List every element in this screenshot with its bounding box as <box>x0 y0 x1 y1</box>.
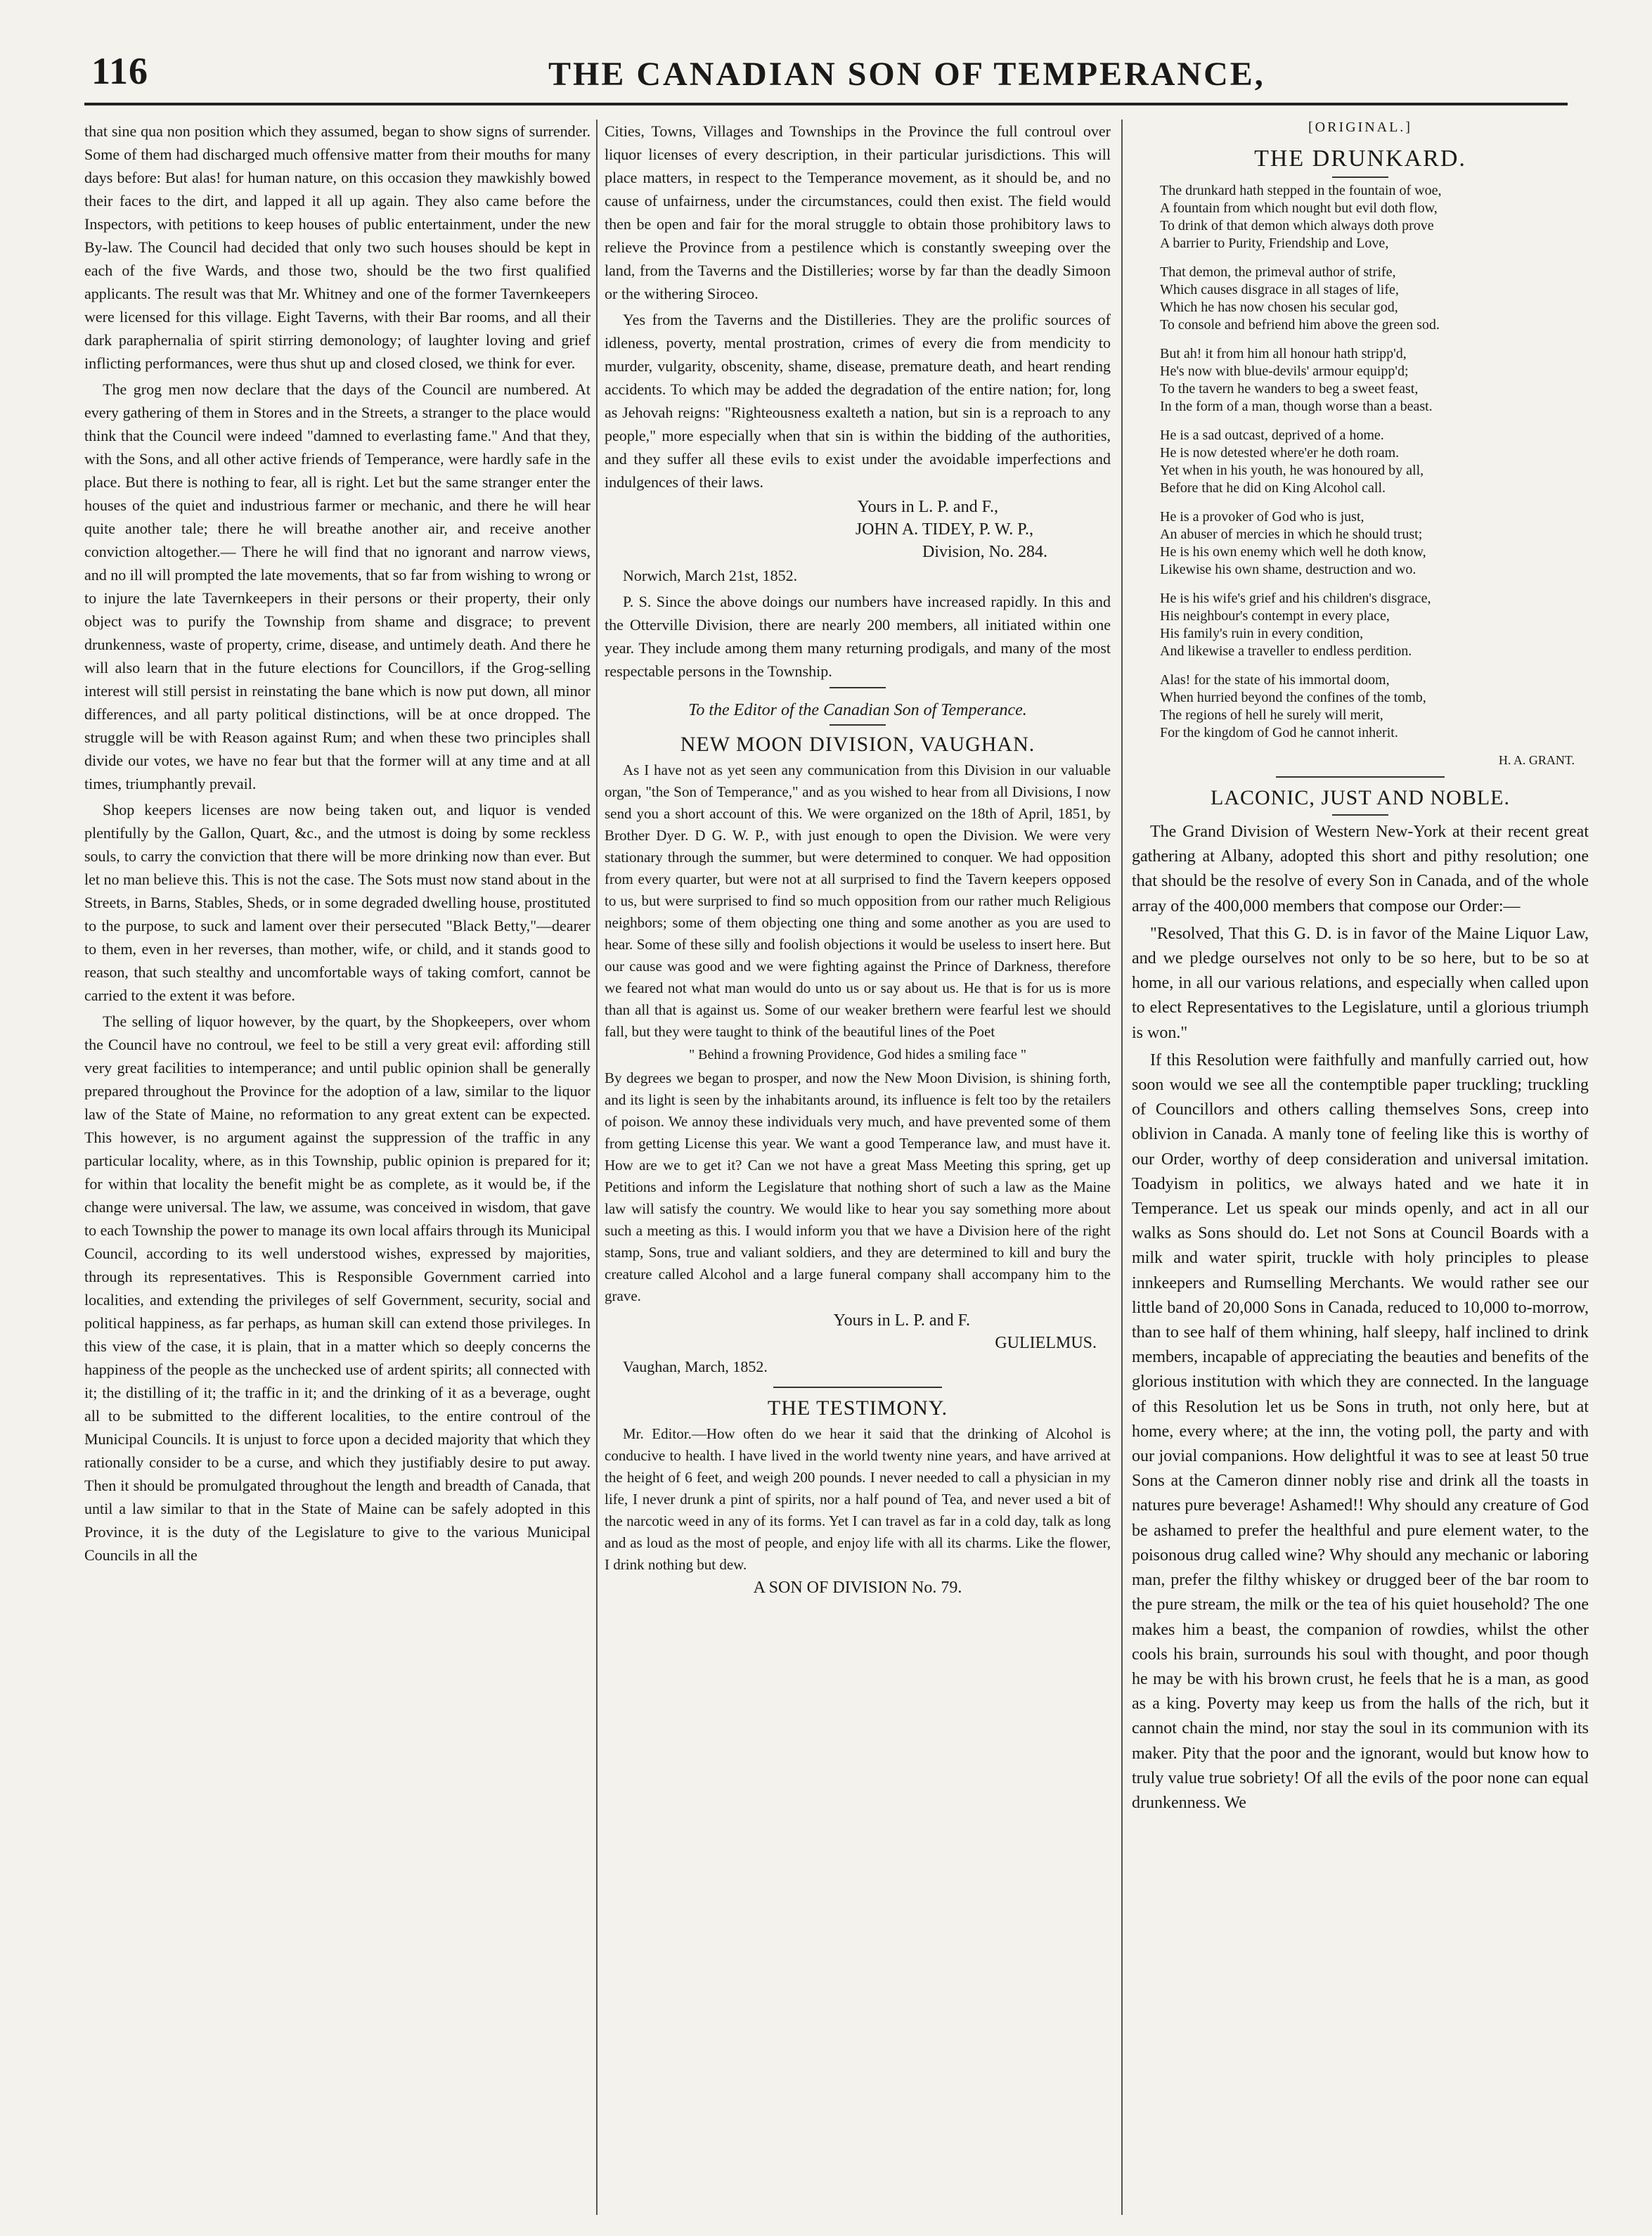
column-3 <box>1132 120 1589 2222</box>
dateline: Vaughan, March, 1852. <box>623 1358 768 1375</box>
poem-line: To the tavern he wanders to beg a sweet feast, <box>1160 381 1419 397</box>
poem-line: When hurried beyond the confines of the tomb, <box>1160 690 1426 705</box>
signature: GULIELMUS. <box>995 1334 1097 1352</box>
poem-line: For the kingdom of God he cannot inherit. <box>1160 725 1398 740</box>
poem-line: He is a sad outcast, deprived of a home. <box>1160 428 1384 443</box>
poem-line: The regions of hell he surely will merit, <box>1160 707 1383 723</box>
poem-line: Which he has now chosen his secular god, <box>1160 300 1398 315</box>
poem <box>1132 182 1589 742</box>
signoff: Yours in L. P. and F. <box>833 1311 970 1330</box>
article-title: THE TESTIMONY. <box>767 1396 948 1420</box>
article-title: LACONIC, JUST AND NOBLE. <box>1211 786 1510 809</box>
column-divider <box>1121 120 1123 2215</box>
paragraph: As I have not as yet seen any communication from this Division in our valuable organ, "the Son of Temperance," and as you wished to hear from all Divisions, I now send you a short account of this. We were organized on the 18th of April, 1851, by Brother Dyer. D G. W. P., with just enough to open the Division. We were very stationary through the summer, but were determined to conquer. We had opposition from every quarter, but were not at all surprised to find the Tavern keepers opposed to us, but were surprised to find so much opposition from our rather much Religious neighbors; some of them objecting one thing and some another as you are used to hear. Some of these silly and foolish objections it would be useless to insert here. But our cause was good and we were fighting against the Prince of Darkness, therefore we feared not what man would do unto us or say about us. He that is for us is more than all that is against us. Some of our weaker brethern were fearful lest we should fall, but they were taught to think of the beautiful lines of the Poet <box>605 762 1111 1040</box>
poem-stanza <box>1160 590 1589 660</box>
page-number: 116 <box>91 50 149 92</box>
poem-line: Before that he did on King Alcohol call. <box>1160 480 1386 496</box>
editor-address: To the Editor of the Canadian Son of Temperance. <box>688 701 1027 719</box>
poem-title: THE DRUNKARD. <box>1254 146 1466 172</box>
poem-line: That demon, the primeval author of strife, <box>1160 264 1396 280</box>
poem-line: To drink of that demon which always doth prove <box>1160 218 1434 233</box>
signoff: Yours in L. P. and F., <box>857 498 998 516</box>
section-divider <box>773 1387 942 1388</box>
poem-line: To console and befriend him above the green sod. <box>1160 317 1440 333</box>
poem-line: Alas! for the state of his immortal doom, <box>1160 672 1390 688</box>
section-divider <box>1276 776 1445 778</box>
poem-line: Which causes disgrace in all stages of life, <box>1160 282 1399 297</box>
masthead-title: THE CANADIAN SON OF TEMPERANCE, <box>548 56 1265 93</box>
section-divider <box>830 724 886 726</box>
paragraph: Yes from the Taverns and the Distilleries. They are the prolific sources of idleness, poverty, mental prostration, crimes of every die from mendicity to murder, vulgarity, obscenity, shame, disease, premature death, and heart rending accidents. To which may be added the degradation of the entire nation; for, long as Jehovah reigns: "Righteousness exalteth a nation, but sin is a reproach to any people," more especially when that sin is within the bidding of the authorities, and they suffer all these evils to exist under the avoidable imperfections and indulgences of their laws. <box>605 311 1111 491</box>
poem-line: He's now with blue-devils' armour equipp'd; <box>1160 364 1409 379</box>
poem-stanza <box>1160 182 1589 252</box>
poem-line: He is his own enemy which well he doth know, <box>1160 544 1426 560</box>
poem-stanza <box>1160 508 1589 579</box>
poem-line: And likewise a traveller to endless perdition. <box>1160 643 1412 659</box>
poem-line: Yet when in his youth, he was honoured by all, <box>1160 463 1424 478</box>
article-title: NEW MOON DIVISION, VAUGHAN. <box>680 733 1035 756</box>
signature-division: Division, No. 284. <box>922 543 1047 561</box>
header-rule <box>84 103 1568 105</box>
poem-line: An abuser of mercies in which he should trust; <box>1160 527 1423 542</box>
paragraph: The grog men now declare that the days of the Council are numbered. At every gathering of them in Stores and in the Streets, a stranger to the place would think that the Council were indeed "damned to everlasting fame." And that they, with the Sons, and all other active friends of Temperance, were hardly safe in the place. But there is nothing to fear, all is right. Let but the same stranger enter the houses of the quiet and industrious farmer or mechanic, and there he will hear quite another tale; there he will breathe another air, and receive another conviction altogether.— There he will find that no ignorant and narrow views, and no ill will prompted the late movements, that so far from wishing to wrong or to injure the late Tavernkeepers in their persons or their property, their only object was to purify the Township from shame and disgrace; to prevent drunkenness, waste of property, crime, disease, and untimely death. And there he will also learn that in the future elections for Councillors, if the Grog-selling interest will still persist in reinstating the bane which is now put down, all minor differences, and all party political distinctions, will be at once dropped. The struggle will be with Reason against Rum; and when these two principles shall divide our votes, we have no fear but that the former will at any time and at all times, triumphantly prevail. <box>84 380 591 792</box>
paragraph: Cities, Towns, Villages and Townships in the Province the full controul over liquor licenses of every description, in their particular jurisdictions. This will place matters, in respect to the Temperance movement, as it should be, and no cause of unfairness, under the circumstances, could then exist. The field would then be open and fair for the moral struggle to obtain those prohibitory laws to relieve the Province from a pestilence which is constantly sweeping over the land, from the Taverns and the Distilleries; worse by far than the deadly Simoon or the withering Siroceo. <box>605 122 1111 302</box>
paragraph: that sine qua non position which they assumed, began to show signs of surrender. Some of them had discharged much offensive matter from their mouths for many days before: But alas! for human nature, on this occasion they mawkishly bowed their faces to the dirt, and lapped it all up again. They also came before the Inspectors, with petitions to keep houses of public entertainment, under the new By-law. The Council had decided that only two such houses should be kept in each of the five Wards, and those two, should be the two first qualified applicants. The result was that Mr. Whitney and one of the former Tavernkeepers were licensed for this village. Eight Taverns, with their Bar rooms, and all their dark paraphernalia of spirit stirring demonology; of laughter loving and grief inflicting performances, were thus shut up and closed closed, we think for ever. <box>84 122 591 372</box>
poem-line: But ah! it from him all honour hath stripp'd, <box>1160 346 1407 361</box>
paragraph: If this Resolution were faithfully and manfully carried out, how soon would we see all the contemptible paper truckling; truckling of Councillors and others calling themselves Sons, creep into oblivion in Canada. A manly tone of feeling like this is worthy of our Order, worthy of deep consideration and universal imitation. Toadyism in politics, we always hated and we hate it in Temperance. Let us speak our minds openly, and act in all our walks as Sons should do. Let not Sons at Council Boards with a milk and water spirit, truckle with holy principles to please innkeepers and Rumselling Merchants. We would rather see our little band of 20,000 Sons in Canada, reduced to 10,000 to-morrow, than to see half of them whining, half sleepy, half inclined to drink members, incapable of appreciating the beauties and benefits of the glorious institution with which they are connected. In the language of this Resolution let us be Sons in truth, not only here, but at home, every where; at the inn, the voting poll, the party and with our jovial companions. How delightful it was to see at least 50 true Sons at the Cameron dinner nobly rise and drink all the toasts in natures pure beverage! Ashamed!! Why should any creature of God be ashamed to prefer the healthful and pure element water, to the poisonous drug called wine? Why should any mechanic or laboring man, prefer the filthy whiskey or drugged beer of the bar room to the pure stream, the milk or the tea of his quiet household? The one makes him a beast, the companion of rowdies, whilst the other cools his brain, surrounds his soul with thought, and poor though he may be with his brown crust, he feels that he is a man, as good as a king. Poverty may keep us from the halls of the rich, but it cannot chain the mind, nor stay the soul in its communion with its maker. Pity that the poor and the ignorant, would but know how to truly value true sobriety! Of all the evils of the poor none can equal drunkenness. We <box>1132 1050 1589 1812</box>
poem-stanza <box>1160 345 1589 416</box>
paragraph: The Grand Division of Western New-York at their recent great gathering at Albany, adopted this short and pithy resolution; one that should be the resolve of every Son in Canada, and of the whole array of the 400,000 members that compose our Order:— <box>1132 823 1589 915</box>
paragraph: Mr. Editor.—How often do we hear it said that the drinking of Alcohol is conducive to health. I have lived in the world twenty nine years, and have arrived at the height of 6 feet, and weigh 200 pounds. I never needed to call a physician in my life, I never drunk a pint of spirits, nor a half pound of Tea, and never used a bit of the narcotic weed in any of its forms. Yet I can travel as far in a cold day, talk as long and as loud as the most of people, and enjoy life with all its charms. Like the flower, I drink nothing but dew. <box>605 1425 1111 1573</box>
poem-line: His family's ruin in every condition, <box>1160 626 1364 641</box>
column-1 <box>84 120 591 2222</box>
poem-stanza <box>1160 427 1589 497</box>
section-divider <box>1332 176 1388 178</box>
poem-signature: H. A. GRANT. <box>1498 753 1575 767</box>
poem-line: His neighbour's contempt in every place, <box>1160 608 1390 624</box>
poem-line: He is a provoker of God who is just, <box>1160 509 1364 525</box>
poem-line: The drunkard hath stepped in the fountain of woe, <box>1160 183 1442 198</box>
signature: A SON OF DIVISION No. 79. <box>753 1579 962 1597</box>
column-2 <box>605 120 1111 2222</box>
dateline: Norwich, March 21st, 1852. <box>623 567 798 584</box>
section-divider <box>1332 814 1388 816</box>
poem-stanza <box>1160 264 1589 334</box>
paragraph: Shop keepers licenses are now being taken out, and liquor is vended plentifully by the Gallon, Quart, &c., and the utmost is doing by some reckless souls, to carry the conviction that there will be more drinking now than ever. But let no man believe this. This is not the case. The Sots must now stand about in the Streets, in Barns, Stables, Sheds, or in some degraded dwelling house, prostituted to the purpose, to suck and lament over their persecuted "Black Betty,"—dearer to them, even in her reverses, than mother, wife, or child, and it stands good to reason, that such stealthy and uncomfortable ways of taking comfort, cannot be carried to the extent it was before. <box>84 801 591 1004</box>
postscript: P. S. Since the above doings our numbers have increased rapidly. In this and the Otterville Division, there are nearly 200 members, all initiated within one year. They include among them many returning prodigals, and many of the most respectable persons in the Township. <box>605 593 1111 680</box>
original-tag: [ORIGINAL.] <box>1308 120 1412 135</box>
poem-line: A fountain from which nought but evil doth flow, <box>1160 200 1438 216</box>
section-divider <box>830 687 886 688</box>
poem-line: He is his wife's grief and his children's disgrace, <box>1160 591 1431 606</box>
page-header <box>91 49 1568 105</box>
paragraph: The selling of liquor however, by the quart, by the Shopkeepers, over whom the Council have no controul, we feel to be still a very great evil: affording still very great facilities to intemperance; and until public opinion shall be generally prepared throughout the Province for the adoption of a law, similar to the liquor law of the State of Maine, no reformation to any great extent can be expected. This however, is no argument against the suppression of the traffic in any particular locality, where, as in this Township, public opinion is prepared for it; for within that locality the benefit might be as complete, as it would be, if the change were universal. The law, we assume, was conceived in wisdom, that gave to each Township the power to manage its own local affairs through its Municipal Council, according to its well understood wishes, expressed by majorities, through its representatives. This is Responsible Government carried into localities, and extending the privileges of self Government, security, social and political happiness, as far perhaps, as human skill can extend those privileges. In this view of the case, it is plain, that in a matter which so deeply concerns the happiness of the people as the unchecked use of ardent spirits; all connected with it; the distilling of it; the traffic in it; and the drinking of it as a beverage, ought all to be submitted to the different localities, to the entire controul of the Municipal Councils. It is unjust to force upon a decided majority that which they rationally consider to be a curse, and which they justifiably desire to put away. Then it should be promulgated throughout the length and breadth of Canada, that until a law similar to that in the State of Maine can be safely adopted in this Province, it is the duty of the Legislature to give to the various Municipal Councils in all the <box>84 1013 591 1564</box>
poem-line: He is now detested where'er he doth roam. <box>1160 445 1400 461</box>
column-divider <box>596 120 598 2215</box>
poem-line: Likewise his own shame, destruction and wo. <box>1160 562 1417 577</box>
paragraph: By degrees we began to prosper, and now the New Moon Division, is shining forth, and its light is seen by the inhabitants around, its influence is felt too by the retailers of poison. We annoy these individuals very much, and have prevented some of them from getting License this year. We want a good Temperance law, and must have it. How are we to get it? Can we not have a great Mass Meeting this spring, get up Petitions and inform the Legislature that nothing short of such a law as the Maine law will satisfy the country. We would like to hear you say something more about such a meeting as this. I would inform you that we have a Division here of the right stamp, Sons, true and valiant soldiers, and they are determined to kill and bury the creature called Alcohol and a large funeral company shall accompany him to the grave. <box>605 1069 1111 1304</box>
poem-line: A barrier to Purity, Friendship and Love, <box>1160 236 1389 251</box>
paragraph: "Resolved, That this G. D. is in favor of the Maine Liquor Law, and we pledge ourselves not only to be so here, but to be so at home, in all our various relations, and especially when called upon to elect Representatives to the Legislature, until a glorious triumph is won." <box>1132 924 1589 1042</box>
poet-quote: " Behind a frowning Providence, God hides a smiling face " <box>688 1047 1027 1062</box>
poem-line: In the form of a man, though worse than a beast. <box>1160 399 1433 414</box>
signature: JOHN A. TIDEY, P. W. P., <box>855 520 1033 539</box>
poem-stanza <box>1160 672 1589 742</box>
